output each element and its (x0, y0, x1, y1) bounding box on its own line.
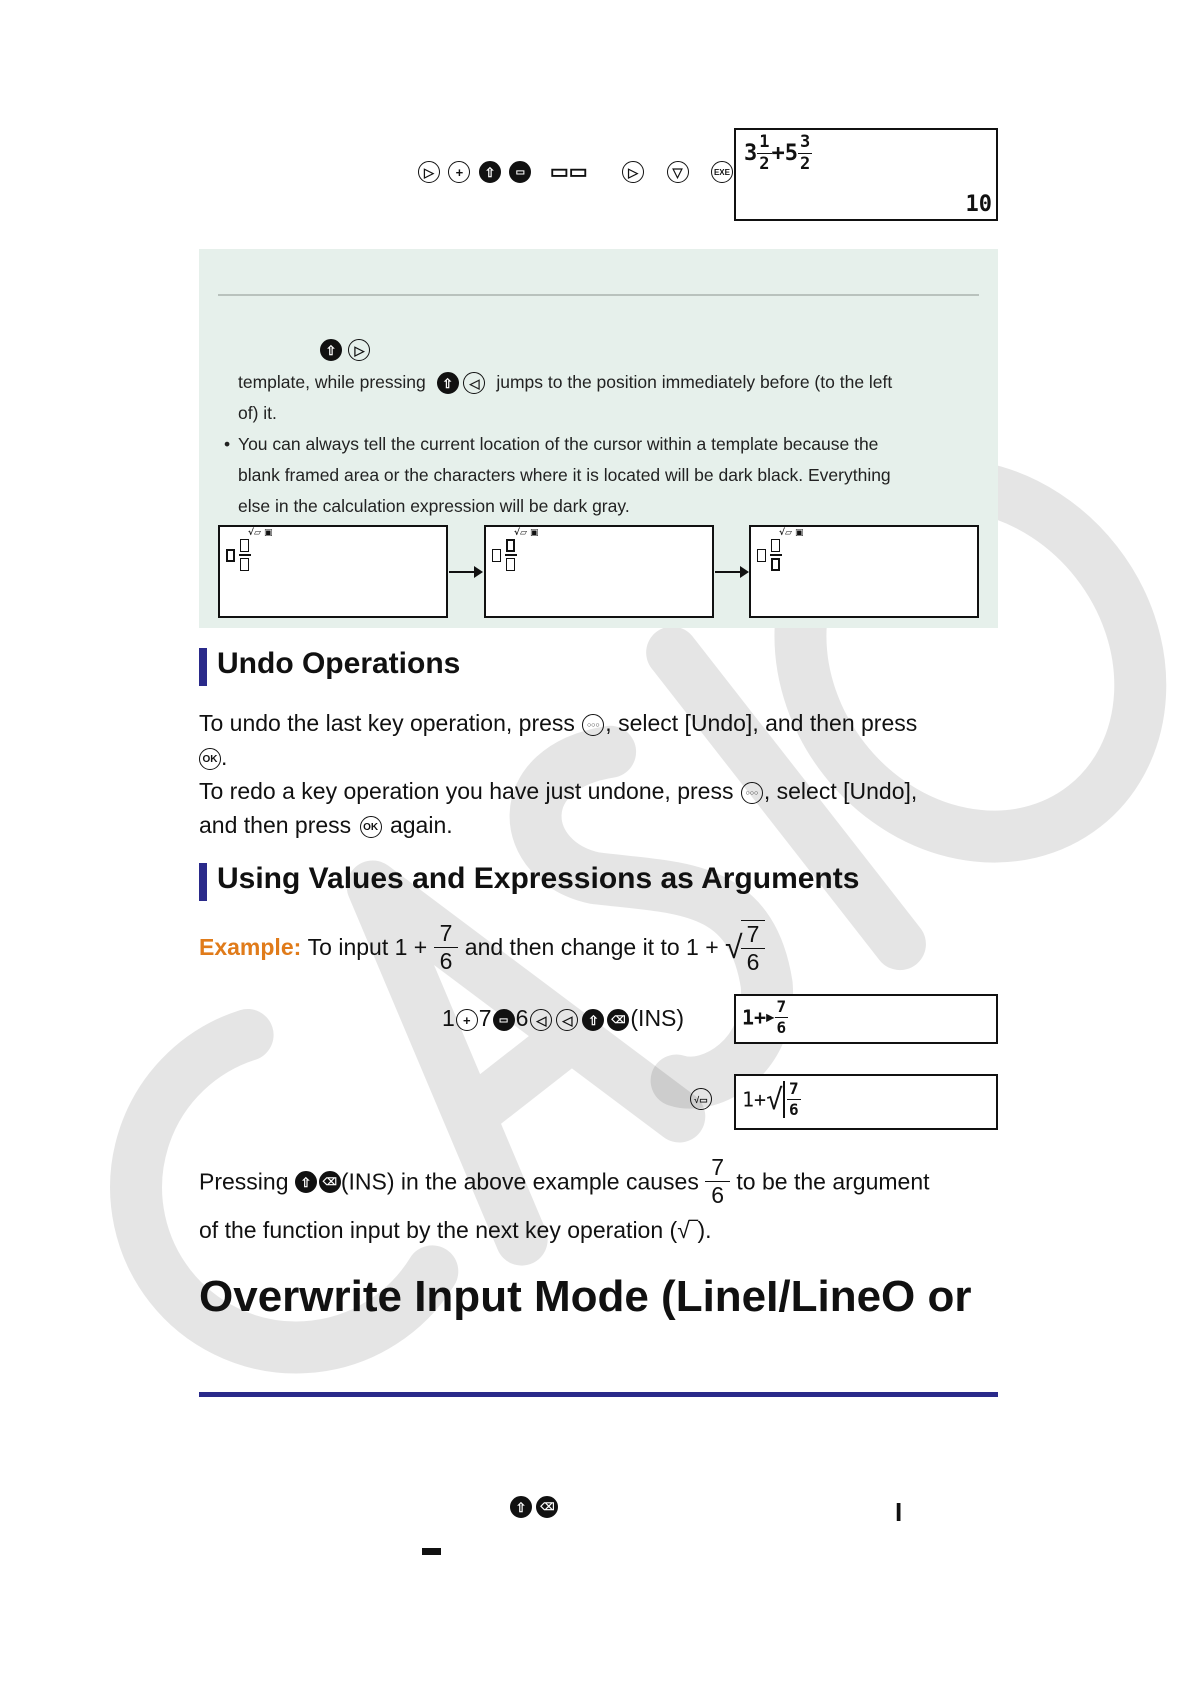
lcd-indicators: √▱ ▣ (248, 528, 273, 538)
plus-key-icon: + (448, 161, 470, 183)
undo-paragraph-1-end: OK . (199, 740, 227, 774)
heading-rule (199, 1392, 998, 1397)
overwrite-cursor-icon (422, 1548, 441, 1555)
sqrt-fraction: $\frac{7}{6}$ (741, 920, 766, 974)
sqrt-symbol-icon: √ (766, 1083, 783, 1116)
note-line1-keys (320, 339, 370, 361)
lcd-args-1: 1+▶ $\frac{7}{6}$ (734, 994, 998, 1044)
ok-key-icon: OK (360, 816, 382, 838)
arrow-icon (449, 571, 481, 573)
sqrt-key (690, 1088, 712, 1110)
shift-key-icon: ⇧ (582, 1009, 604, 1031)
insert-cursor-icon: I (895, 1497, 903, 1527)
plus-key-icon: + (456, 1009, 478, 1031)
lcd-result: 10 (965, 192, 992, 217)
heading-bar (199, 863, 207, 901)
lcd-whole-2: 5 (784, 141, 798, 166)
shift-key-icon: ⇧ (479, 161, 501, 183)
args-heading: Using Values and Expressions as Arguments (217, 862, 860, 895)
top-key-sequence (418, 159, 733, 184)
menu-key-icon: ○○○ (582, 714, 604, 736)
shift-key-icon: ⇧ (437, 372, 459, 394)
heading-bar (199, 648, 207, 686)
sqrt-symbol-icon: √ (725, 929, 743, 965)
overwrite-heading: Overwrite Input Mode (LineI/LineO or (199, 1272, 972, 1321)
menu-key-icon: ○○○ (741, 782, 763, 804)
note-bullet-text-2: blank framed area or the characters where it is located will be dark black. Everything (238, 465, 891, 485)
lcd-fraction-2: $\frac{3}{2}$ (800, 132, 811, 174)
lcd-indicators: √▱ ▣ (779, 528, 804, 538)
args-paragraph-2: of the function input by the next key operation (√‾). (199, 1217, 712, 1243)
note-bullet-text-3: else in the calculation expression will be dark gray. (238, 496, 630, 516)
example-label: Example: (199, 934, 302, 960)
right-arrow-key-icon: ▷ (348, 339, 370, 361)
undo-paragraph-2: To redo a key operation you have just undone, press ○○○ , select [Undo], (199, 778, 918, 804)
arrow-icon (715, 571, 747, 573)
cursor-icon: ▶ (766, 1009, 775, 1026)
right-arrow-key-icon: ▷ (418, 161, 440, 183)
args-paragraph-1: Pressing ⇧ ⌫ (INS) in the above example causes $\frac{7}{6}$ to be the argument (199, 1154, 930, 1208)
note-divider (218, 294, 979, 296)
args-key-sequence: 1 + 7 ▭ 6 ◁ ◁ ⇧ ⌫ (INS) (442, 1005, 685, 1031)
shift-key-icon: ⇧ (320, 339, 342, 361)
shift-key-icon: ⇧ (295, 1171, 317, 1193)
mixed-fraction-icon: ▭▭ (549, 161, 588, 183)
lcd-template-1 (218, 525, 448, 618)
lcd-display-top (734, 128, 998, 221)
left-arrow-key-icon: ◁ (556, 1009, 578, 1031)
sqrt-key-icon: √▭ (690, 1088, 712, 1110)
bottom-keys (510, 1496, 558, 1518)
example-line: Example: To input 1 + $\frac{7}{6}$ and then change it to 1 + √ $\frac{7}{6}$ (199, 920, 765, 980)
down-arrow-key-icon: ▽ (667, 161, 689, 183)
fraction-key-icon: ▭ (509, 161, 531, 183)
note-bullet-text-1: You can always tell the current location of the cursor within a template because the (238, 434, 879, 454)
lcd-fraction-1: $\frac{1}{2}$ (759, 132, 770, 174)
ok-key-icon: OK (199, 748, 221, 770)
fraction-key-icon: ▭ (493, 1009, 515, 1031)
lcd-whole-1: 3 (744, 141, 758, 166)
note-bullet: • (224, 434, 231, 454)
lcd-template-3 (749, 525, 979, 618)
undo-paragraph-2-end: and then press OK again. (199, 812, 453, 838)
lcd-indicators: √▱ ▣ (514, 528, 539, 538)
note-line3: of) it. (238, 403, 277, 423)
left-arrow-key-icon: ◁ (530, 1009, 552, 1031)
right-arrow-key-icon: ▷ (622, 161, 644, 183)
lcd-operator: + (771, 141, 785, 166)
note-box (199, 249, 998, 628)
fraction-seven-sixths: $\frac{7}{6}$ (434, 922, 459, 973)
left-arrow-key-icon: ◁ (463, 372, 485, 394)
shift-key-icon: ⇧ (510, 1496, 532, 1518)
lcd-template-2 (484, 525, 714, 618)
undo-heading: Undo Operations (217, 647, 461, 680)
lcd-args-2: 1+√ $\frac{7}{6}$ (734, 1074, 998, 1130)
exe-key-icon: EXE (711, 161, 733, 183)
fraction-seven-sixths: $\frac{7}{6}$ (705, 1156, 730, 1207)
delete-key-icon: ⌫ (536, 1496, 558, 1518)
undo-paragraph-1: To undo the last key operation, press ○○○ , select [Undo], and then press (199, 710, 918, 736)
delete-key-icon: ⌫ (319, 1171, 341, 1193)
note-line2: template, while pressing ⇧ ◁ jumps to the position immediately before (to the left (238, 367, 892, 398)
delete-key-icon: ⌫ (607, 1009, 629, 1031)
